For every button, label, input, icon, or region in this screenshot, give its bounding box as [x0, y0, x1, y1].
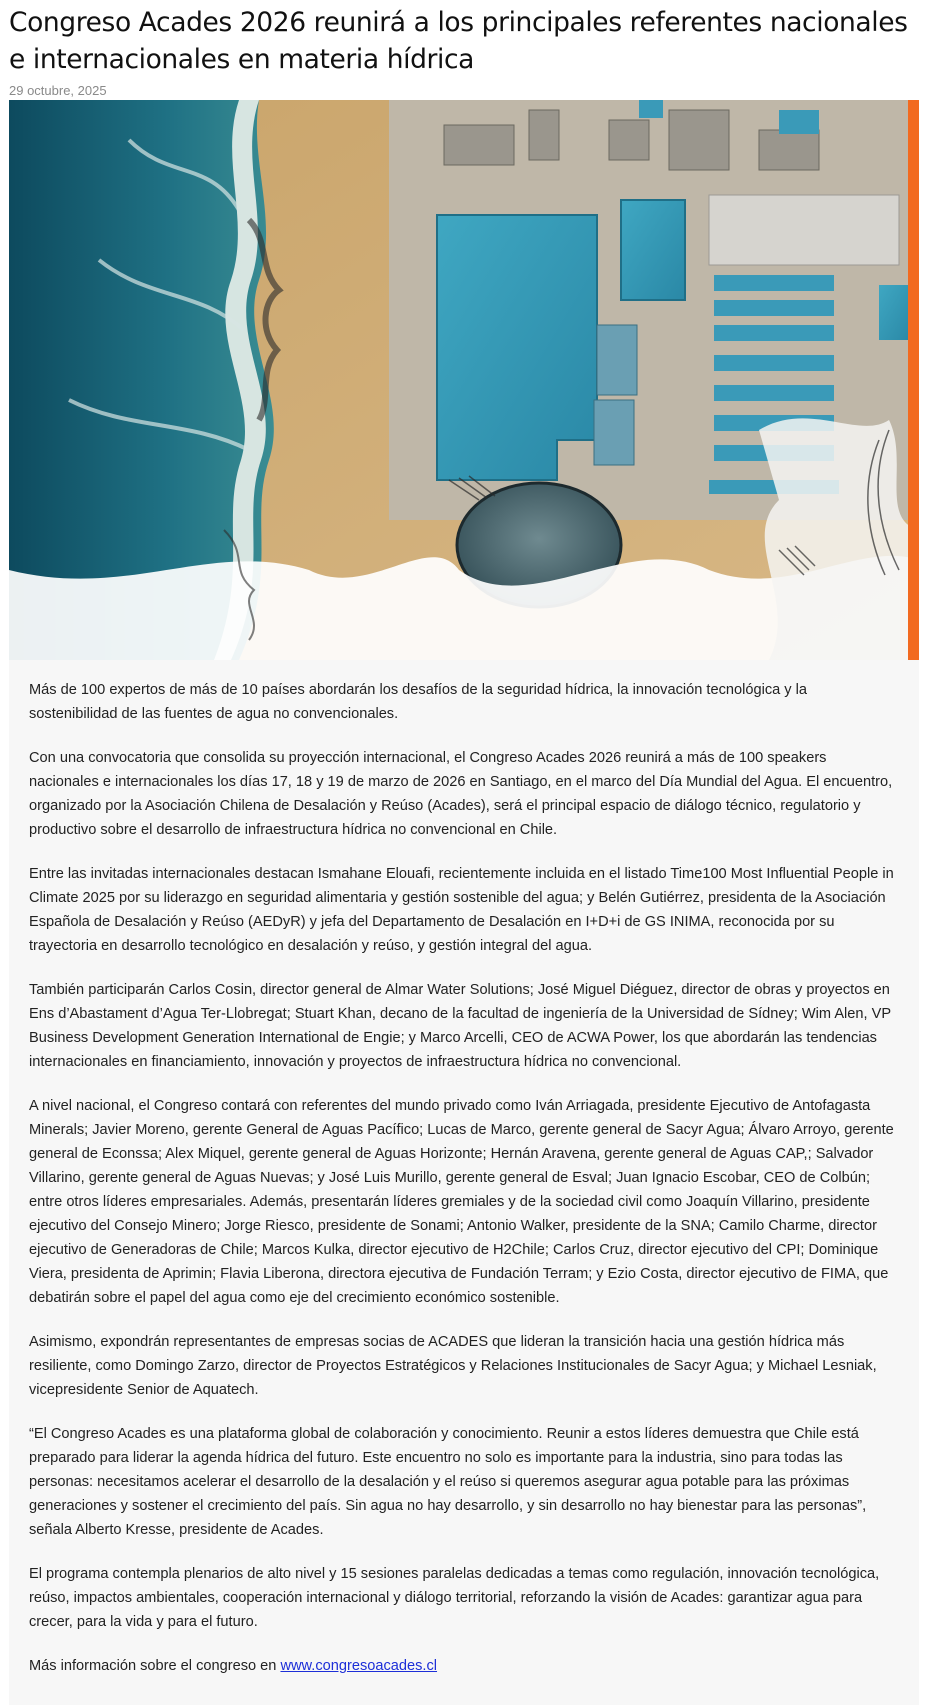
hero-image — [9, 100, 919, 660]
body-paragraph: También participarán Carlos Cosin, director general de Almar Water Solutions; José Miguel Diéguez, director de obras y proyectos en Ens d’Abastament d’Agua Ter-Llobregat; Stuart Khan, decano de la facultad de ingeniería de la Universidad de Sídney; Wim Alen, VP Business Development Generation International de Engie; y Marco Arcelli, CEO de ACWA Power, los que abordarán las tendencias internacionales en financiamiento, innovación y proyectos de infraestructura hídrica no convencional. — [29, 982, 891, 1070]
accent-bar — [908, 100, 919, 660]
congress-website-link[interactable]: www.congresoacades.cl — [280, 1658, 438, 1674]
article-body — [9, 660, 919, 1705]
body-paragraph: Con una convocatoria que consolida su proyección internacional, el Congreso Acades 2026 reunirá a más de 100 speakers nacionales e internacionales los días 17, 18 y 19 de marzo de 2026 en Santiago, en el marco del Día Mundial del Agua. El encuentro, organizado por la Asociación Chilena de Desalación y Reúso (Acades), será el principal espacio de diálogo técnico, regulatorio y productivo sobre el desarrollo de infraestructura hídrica no convencional en Chile. — [29, 750, 893, 838]
quote-paragraph: “El Congreso Acades es una plataforma global de colaboración y conocimiento. Reunir a estos líderes demuestra que Chile está preparado para liderar la agenda hídrica del futuro. Este encuentro no solo es importante para la industria, sino para todas las personas: necesitamos acelerar el desarrollo de la desalación y el reúso si queremos asegurar agua potable para las próximas generaciones y sostener el crecimiento del país. Sin agua no hay desarrollo, y sin desarrollo no hay bienestar para las personas”, señala Alberto Kresse, presidente de Acades. — [29, 1426, 867, 1538]
lead-paragraph: Más de 100 expertos de más de 10 países abordarán los desafíos de la seguridad hídrica, la innovación tecnológica y la sostenibilidad de las fuentes de agua no convencionales. — [29, 682, 808, 722]
body-paragraph: Entre las invitadas internacionales destacan Ismahane Elouafi, recientemente incluida en el listado Time100 Most Influential People in Climate 2025 por su liderazgo en seguridad alimentaria y gestión sostenible del agua; y Belén Gutiérrez, presidenta de la Asociación Española de Desalación y Reúso (AEDyR) y jefa del Departamento de Desalación en I+D+i de GS INIMA, reconocida por su trayectoria en desarrollo tecnológico en desalación y reúso, y gestión integral del agua. — [29, 866, 894, 954]
article-date: 29 octubre, 2025 — [9, 83, 107, 98]
body-paragraph: El programa contempla plenarios de alto nivel y 15 sesiones paralelas dedicadas a temas como regulación, innovación tecnológica, reúso, impactos ambientales, cooperación internacional y diálogo territorial, reforzando la visión de Acades: garantizar agua para crecer, para la vida y para el futuro. — [29, 1566, 880, 1630]
more-info-paragraph — [29, 1654, 899, 1678]
more-info-prefix: Más información sobre el congreso en — [29, 1658, 281, 1674]
body-paragraph: Asimismo, expondrán representantes de empresas socias de ACADES que lideran la transición hacia una gestión hídrica más resiliente, como Domingo Zarzo, director de Proyectos Estratégicos y Relaciones Institucionales de Sacyr Agua; y Michael Lesniak, vicepresidente Senior de Aquatech. — [29, 1334, 877, 1398]
article — [9, 0, 919, 1705]
article-title: Congreso Acades 2026 reunirá a los principales referentes nacionales e internacionales en materia hídrica — [9, 7, 908, 75]
aerial-plant-illustration — [9, 100, 919, 660]
body-paragraph: A nivel nacional, el Congreso contará con referentes del mundo privado como Iván Arriagada, presidente Ejecutivo de Antofagasta Minerals; Javier Moreno, gerente General de Aguas Pacífico; Lucas de Marco, gerente general de Sacyr Agua; Álvaro Arroyo, gerente general de Econssa; Alex Miquel, gerente general de Aguas Horizonte; Hernán Aravena, gerente general de Aguas CAP,; Salvador Villarino, gerente general de Aguas Nuevas; y José Luis Murillo, gerente general de Esval; Juan Ignacio Escobar, CEO de Colbún; entre otros líderes empresariales. Además, presentarán líderes gremiales y de la sociedad civil como Joaquín Villarino, presidente ejecutivo del Consejo Minero; Jorge Riesco, presidente de Sonami; Antonio Walker, presidente de la SNA; Camilo Charme, director ejecutivo de Generadoras de Chile; Marcos Kulka, director ejecutivo de H2Chile; Carlos Cruz, director ejecutivo del CPI; Dominique Viera, presidenta de Aprimin; Flavia Liberona, directora ejecutiva de Fundación Terram; y Ezio Costa, director ejecutivo de FIMA, que debatirán sobre el papel del agua como eje del crecimiento económico sostenible. — [29, 1098, 894, 1306]
